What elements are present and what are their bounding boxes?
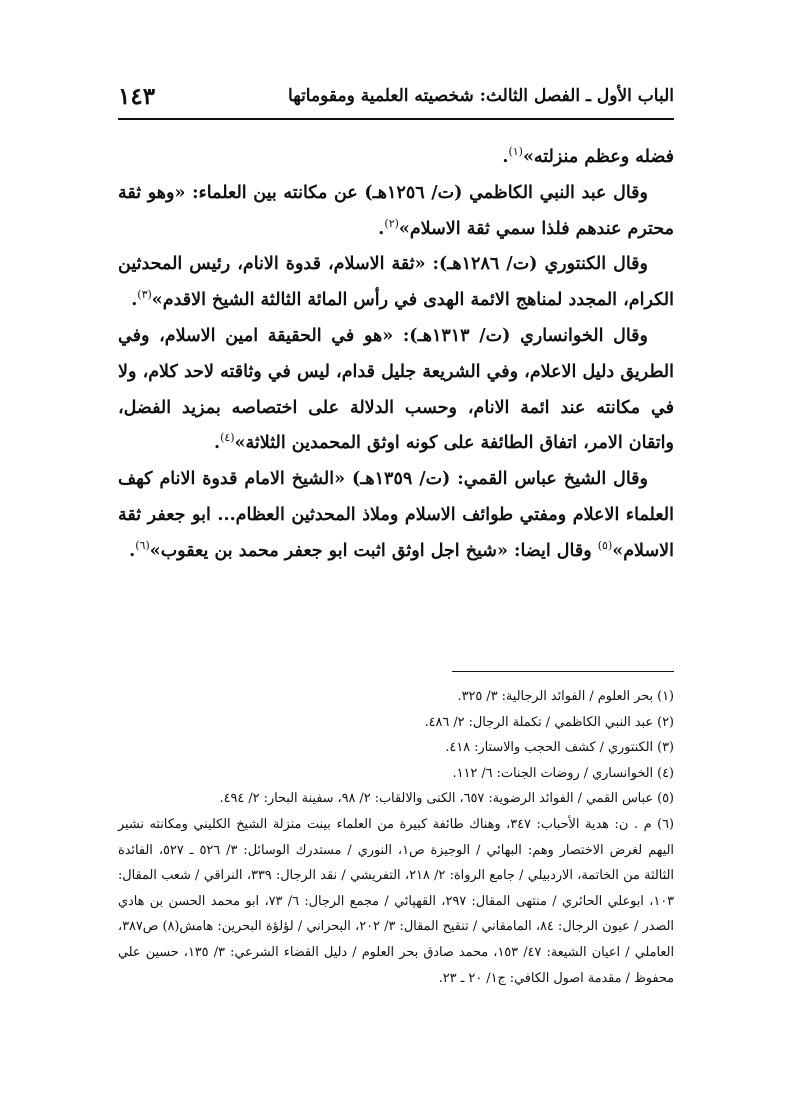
paragraph: وقال الكنتوري (ت/ ١٢٨٦هـ): «ثقة الاسلام، قدوة الانام، رئيس المحدثين الكرام، المجدد لمناهج الائمة الهدى في رأس المائة الثالثة الشيخ الاقدم»$^{(٣)}$. (118, 254, 674, 311)
paragraph: وقال عبد النبي الكاظمي (ت/ ١٢٥٦هـ) عن مكانته بين العلماء: «وهو ثقة محترم عندهم فلذا سمي ثقة الاسلام»$^{(٢)}$. (118, 182, 674, 239)
paragraph: وقال الخوانساري (ت/ ١٣١٣هـ): «هو في الحقيقة امين الاسلام، وفي الطريق دليل الاعلام، وفي الشريعة جليل قدام، ليس في وثاقته لاحد كلام، ولا في مكانته عند ائمة الانام، وحسب الدلالة على اختصاصه بمزيد الفضل، واتقان الامر، اتفاق الطائفة على كونه اوثق المحمدين الثلاثة»$^{(٤)}$. (118, 325, 674, 454)
paragraph: فضله وعظم منزلته»$^{(١)}$. (502, 145, 674, 167)
running-title: الباب الأول ـ الفصل الثالث: شخصيته العلمية ومقوماتها (288, 86, 674, 106)
footnote: (٢) عبد النبي الكاظمي / تكملة الرجال: ٢/ ٤٨٦. (424, 714, 674, 730)
footnote: (٥) عباس القمي / الفوائد الرضوية: ٦٥٧، الكنى والالقاب: ٢/ ٩٨، سفينة البحار: ٢/ ٤٩٤. (219, 791, 674, 807)
page-header (118, 83, 674, 116)
footnote: (٦) م . ن: هدية الأحباب: ٣٤٧، وهناك طائفة كبيرة من العلماء بينت منزلة الشيخ الكليني ومكانته نشير اليهم لغرض الاختصار وهم: البهائي / الوجيزة ص١، النوري / مستدرك الوسائل: ٣/ ٥٢٦ ـ ٥٢٧، الفائدة الثالثة من الخاتمة، الاردبيلي / جامع الرواة: ٢/ ٢١٨، التفريشي / نقد الرجال: ٣٣٩، النراقي / شعب المقال: ١٠٣، ابوعلي الحائري / منتهى المقال: ٢٩٧، القهپائي / مجمع الرجال: ٦/ ٧٣، ابو محمد الحسن بن هادي الصدر / عيون الرجال: ٨٤، المامقاني / تنقيح المقال: ٣/ ٢٠٢، البحراني / لؤلؤة البحرين: هامش(٨) ص٣٨٧، العاملي / اعيان الشيعة: ٤٧/ ١٥٣، محمد صادق بحر العلوم / دليل القضاء الشرعي: ٣/ ١٣٥، حسين علي محفوظ / مقدمة اصول الكافي: ج١/ ٢٠ ـ ٢٣. (118, 816, 675, 986)
footnote-rule (452, 671, 674, 672)
footnote: (٤) الخوانساري / روضات الجنات: ٦/ ١١٢. (452, 765, 674, 781)
footnote: (٣) الكنتوري / كشف الحجب والاستار: ٤١٨. (445, 740, 674, 756)
page-number: ١٤٣ (118, 83, 156, 110)
footnote-ref: (٤) (220, 431, 235, 445)
footnote-ref: (٢) (384, 216, 399, 230)
footnote-ref: (٦) (135, 538, 150, 552)
footnote-ref: (١) (508, 145, 523, 159)
footnote-ref: (٣) (137, 288, 152, 302)
footnotes (118, 684, 674, 991)
header-rule (118, 118, 674, 120)
paragraph: وقال الشيخ عباس القمي: (ت/ ١٣٥٩هـ) «الشيخ الامام قدوة الانام كهف العلماء الاعلام ومفتي طوائف الاسلام وملاذ المحدثين العظام... ابو جعفر ثقة الاسلام»$^{(٥)}$ وقال ايضا: «شيخ اجل اوثق اثبت ابو جعفر محمد بن يعقوب»$^{(٦)}$. (118, 469, 674, 561)
footnote: (١) بحر العلوم / الفوائد الرجالية: ٣/ ٣٢٥. (457, 689, 674, 704)
body-text (118, 140, 674, 570)
footnote-ref: (٥) (597, 538, 613, 552)
